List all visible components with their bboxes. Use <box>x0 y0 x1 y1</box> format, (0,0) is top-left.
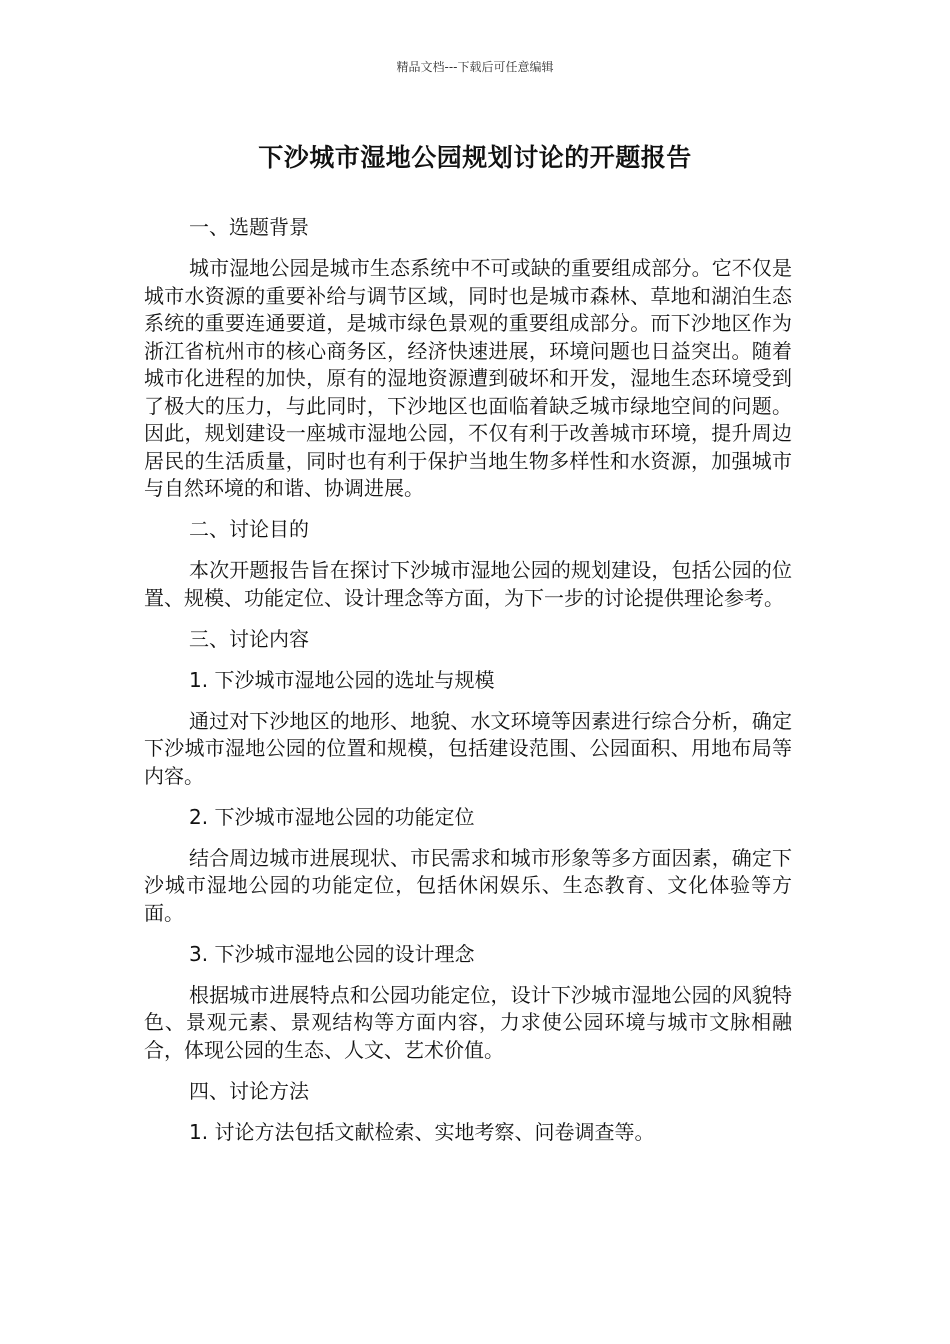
subheading-design-concept: 3. 下沙城市湿地公园的设计理念 <box>189 941 475 966</box>
section-heading-content: 三、讨论内容 <box>189 626 309 651</box>
header-note: 精品文档---下载后可任意编辑 <box>396 60 554 74</box>
paragraph-site-and-scale: 通过对下沙地区的地形、地貌、水文环境等因素进行综合分析，确定下沙城市湿地公园的位置和规模，包括建设范围、公园面积、用地布局等内容。 <box>144 708 792 788</box>
paragraph-purpose: 本次开题报告旨在探讨下沙城市湿地公园的规划建设，包括公园的位置、规模、功能定位、设计理念等方面，为下一步的讨论提供理论参考。 <box>144 558 792 610</box>
section-heading-purpose: 二、讨论目的 <box>189 517 309 541</box>
paragraph-design-concept: 根据城市进展特点和公园功能定位，设计下沙城市湿地公园的风貌特色、景观元素、景观结构等方面内容，力求使公园环境与城市文脉相融合，体现公园的生态、人文、艺术价值。 <box>144 982 792 1062</box>
document-title: 下沙城市湿地公园规划讨论的开题报告 <box>258 143 692 172</box>
paragraph-function: 结合周边城市进展现状、市民需求和城市形象等多方面因素，确定下沙城市湿地公园的功能定位，包括休闲娱乐、生态教育、文化体验等方面。 <box>144 845 792 925</box>
subheading-site-and-scale: 1. 下沙城市湿地公园的选址与规模 <box>189 667 495 692</box>
document-body <box>144 214 792 1146</box>
paragraph-background: 城市湿地公园是城市生态系统中不可或缺的重要组成部分。它不仅是城市水资源的重要补给与调节区域，同时也是城市森林、草地和湖泊生态系统的重要连通要道，是城市绿色景观的重要组成部分。而下沙地区作为浙江省杭州市的核心商务区，经济快速进展，环境问题也日益突出。随着城市化进程的加快，原有的湿地资源遭到破坏和开发，湿地生态环境受到了极大的压力，与此同时，下沙地区也面临着缺乏城市绿地空间的问题。因此，规划建设一座城市湿地公园，不仅有利于改善城市环境，提升周边居民的生活质量，同时也有利于保护当地生物多样性和水资源，加强城市与自然环境的和谐、协调进展。 <box>144 256 792 500</box>
section-heading-background: 一、选题背景 <box>189 215 309 239</box>
list-item-methods: 1. 讨论方法包括文献检索、实地考察、问卷调查等。 <box>189 1119 655 1144</box>
section-heading-methods: 四、讨论方法 <box>189 1078 309 1103</box>
subheading-function: 2. 下沙城市湿地公园的功能定位 <box>189 804 475 829</box>
